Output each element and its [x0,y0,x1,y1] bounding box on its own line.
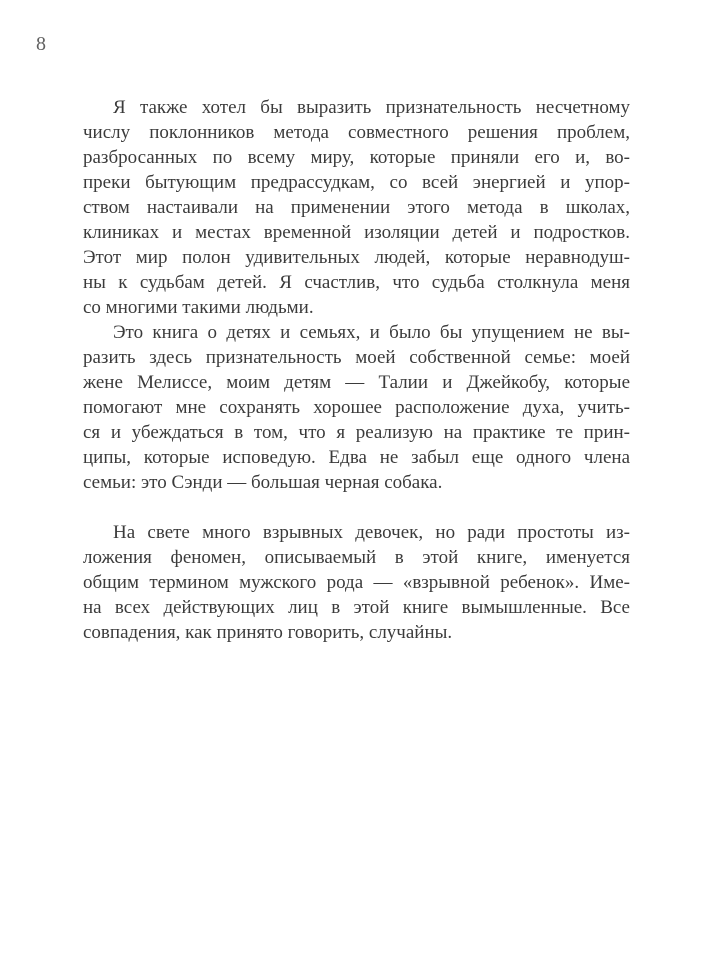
text-line: преки бытующим предрассудкам, со всей энергией и упор- [83,172,630,193]
paragraph [83,95,630,320]
text-line: совпадения, как принято говорить, случайны. [83,622,453,643]
text-line: со многими такими людьми. [83,297,314,318]
text-line: ны к судьбам детей. Я счастлив, что судьба столкнула меня [83,272,630,293]
text-line: Этот мир полон удивительных людей, которые неравнодуш- [83,247,630,268]
text-line: ципы, которые исповедую. Едва не забыл еще одного члена [83,447,630,468]
text-line: общим термином мужского рода — «взрывной ребенок». Име- [83,572,630,593]
text-line: жене Мелиссе, моим детям — Талии и Джейкобу, которые [83,372,630,393]
text-block [83,95,630,645]
text-line: На свете много взрывных девочек, но ради простоты из- [113,522,630,543]
text-line: помогают мне сохранять хорошее расположение духа, учить- [83,397,630,418]
text-line: ложения феномен, описываемый в этой книге, именуется [83,547,630,568]
text-line: разбросанных по всему миру, которые приняли его и, во- [83,147,630,168]
page-number: 8 [36,33,46,55]
paragraph [83,320,630,495]
text-line: клиниках и местах временной изоляции детей и подростков. [83,222,630,243]
text-line: Это книга о детях и семьях, и было бы упущением не вы- [113,322,630,343]
text-line: Я также хотел бы выразить признательность несчетному [113,97,630,118]
paragraph [83,520,630,645]
text-line: разить здесь признательность моей собственной семье: моей [83,347,630,368]
text-line: ством настаивали на применении этого метода в школах, [83,197,630,218]
text-line: числу поклонников метода совместного решения проблем, [83,122,630,143]
text-line: ся и убеждаться в том, что я реализую на практике те прин- [83,422,630,443]
text-line: семьи: это Сэнди — большая черная собака. [83,472,443,493]
text-line: на всех действующих лиц в этой книге вымышленные. Все [83,597,630,618]
